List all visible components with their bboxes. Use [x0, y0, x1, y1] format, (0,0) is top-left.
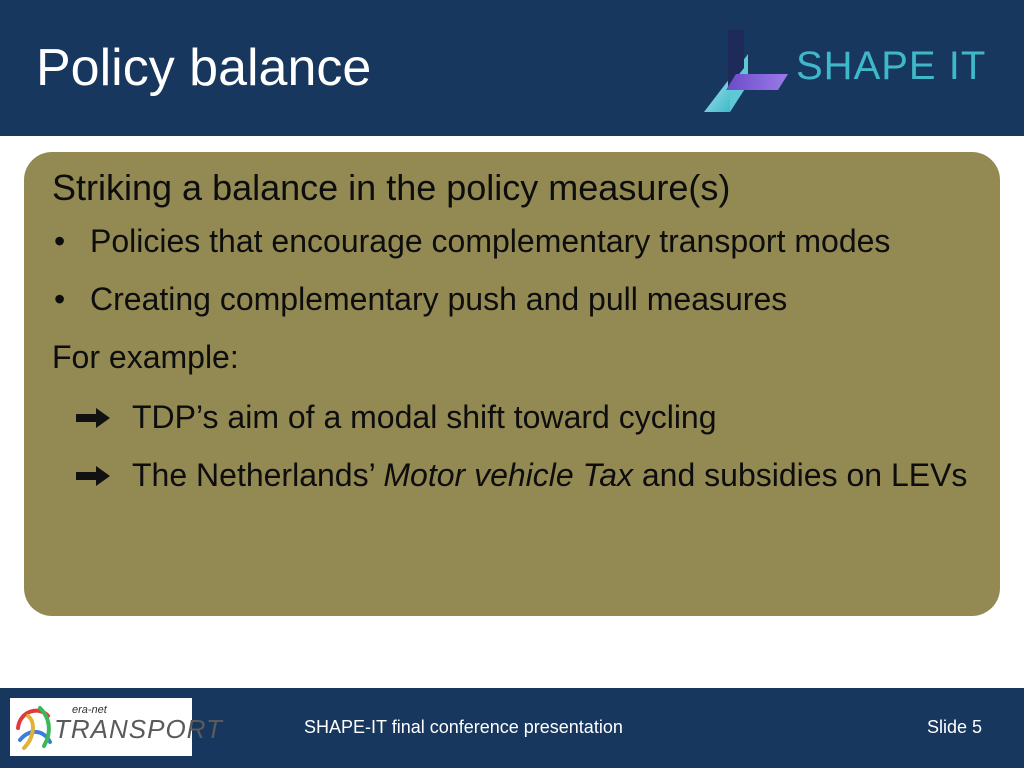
bullet-item	[52, 218, 980, 264]
example-text-end: and subsidies on LEVs	[632, 457, 968, 493]
bullet-text: Creating complementary push and pull measures	[90, 281, 788, 317]
example-heading: For example:	[52, 339, 239, 375]
example-item	[52, 452, 980, 498]
arrow-right-icon	[76, 466, 110, 486]
header-bar	[0, 0, 1024, 136]
example-text-italic: Motor vehicle Tax	[383, 457, 633, 493]
bullet-text: Policies that encourage complementary transport modes	[90, 223, 891, 259]
lead-text: Striking a balance in the policy measure(s)	[52, 167, 731, 208]
example-text: TDP’s aim of a modal shift toward cycling	[132, 399, 717, 435]
bullet-dot-icon: •	[54, 281, 66, 317]
footer-bar	[0, 688, 1024, 768]
footer-presentation-title: SHAPE-IT final conference presentation	[304, 717, 623, 737]
example-list	[52, 394, 980, 498]
transport-label: TRANSPORT	[54, 714, 223, 744]
shape-it-logo-text: SHAPE IT	[796, 44, 987, 88]
era-net-transport-logo	[10, 698, 223, 756]
example-item	[52, 394, 980, 440]
bullet-item	[52, 276, 980, 322]
slide-title: Policy balance	[36, 39, 372, 97]
bullet-list	[52, 218, 980, 322]
slide-number: Slide 5	[926, 717, 982, 737]
bullet-dot-icon: •	[54, 223, 66, 259]
era-net-label: era-net	[72, 704, 107, 716]
content-box	[24, 152, 1000, 616]
shape-it-logo-icon	[700, 28, 792, 118]
example-text-start: The Netherlands’	[132, 457, 384, 493]
arrow-right-icon	[76, 408, 110, 428]
shape-it-logo	[700, 28, 1000, 118]
